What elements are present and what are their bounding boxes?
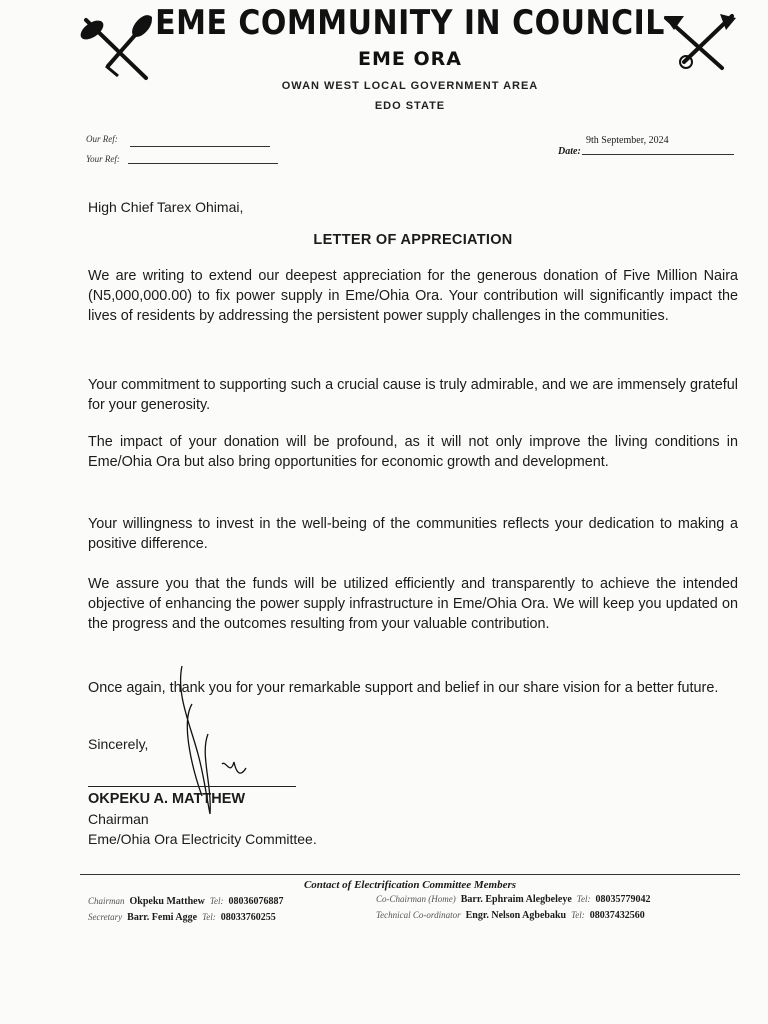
paragraph-thanks: Once again, thank you for your remarkable support and belief in our share vision for a better future. xyxy=(88,680,719,696)
paragraph-assurance: We assure you that the funds will be utilized efficiently and transparently to achieve the intended objective of enhancing the power supply infrastructure in Eme/Ohia Ora. We will keep you updated on the progress and the outcomes resulting from your valuable contribution. xyxy=(88,576,738,632)
your-ref-label: Your Ref: xyxy=(86,154,120,164)
signer-organization: Eme/Ohia Ora Electricity Committee. xyxy=(88,831,317,847)
your-ref-line xyxy=(128,163,278,164)
state-name: EDO STATE xyxy=(374,100,446,112)
date-label: Date: xyxy=(558,146,581,157)
footer-title: Contact of Electrification Committee Members xyxy=(303,879,517,891)
our-ref-line xyxy=(130,146,270,147)
contact-item xyxy=(376,910,645,921)
salutation: High Chief Tarex Ohimai, xyxy=(88,199,244,215)
contact-item xyxy=(88,912,276,923)
letter-title: LETTER OF APPRECIATION xyxy=(313,232,513,248)
contact-role: Co-Chairman (Home) xyxy=(376,894,456,904)
contact-role: Chairman xyxy=(88,896,125,906)
tel-label: Tel: xyxy=(571,910,585,920)
contact-phone: 08033760255 xyxy=(220,912,276,923)
lga-name: OWAN WEST LOCAL GOVERNMENT AREA xyxy=(281,80,539,92)
paragraph-impact: The impact of your donation will be profound, as it will not only improve the living conditions in Eme/Ohia Ora but also bring opportunities for economic growth and development. xyxy=(88,434,738,470)
contact-item xyxy=(88,896,283,907)
contact-phone: 08036076887 xyxy=(228,896,284,907)
letter-date: 9th September, 2024 xyxy=(586,135,669,146)
contact-name: Barr. Femi Agge xyxy=(127,912,198,923)
crossed-paddles-icon xyxy=(78,10,158,84)
signer-name: OKPEKU A. MATTHEW xyxy=(88,791,246,807)
footer-rule xyxy=(80,874,740,875)
contact-name: Barr. Ephraim Alegbeleye xyxy=(460,894,572,905)
closing: Sincerely, xyxy=(88,736,149,752)
tel-label: Tel: xyxy=(576,894,591,904)
contact-role: Secretary xyxy=(88,912,123,922)
contact-phone: 08035779042 xyxy=(595,894,651,905)
paragraph-commitment: Your commitment to supporting such a crucial cause is truly admirable, and we are immensely grateful for your generosity. xyxy=(88,377,738,413)
signer-role: Chairman xyxy=(88,811,149,827)
contact-item xyxy=(376,894,650,905)
paragraph-willingness: Your willingness to invest in the well-being of the communities reflects your dedication to making a positive difference. xyxy=(88,516,738,552)
tel-label: Tel: xyxy=(202,912,216,922)
our-ref-label: Our Ref: xyxy=(86,134,118,144)
paragraph-donation: We are writing to extend our deepest appreciation for the generous donation of Five Million Naira (N5,000,000.00) to fix power supply in Eme/Ohia Ora. Your contribution will significantly impact the lives of residents by addressing the persistent power supply challenges in the communities. xyxy=(88,268,738,324)
council-name: EME COMMUNITY IN COUNCIL xyxy=(155,4,665,44)
contact-role: Technical Co-ordinator xyxy=(376,910,461,920)
community-name: EME ORA xyxy=(358,48,462,70)
date-line xyxy=(582,154,734,155)
contact-phone: 08037432560 xyxy=(589,910,645,921)
contact-name: Engr. Nelson Agbebaku xyxy=(465,910,567,921)
contact-name: Okpeku Matthew xyxy=(129,896,205,907)
signature-line xyxy=(88,786,296,787)
crossed-paddles-icon xyxy=(662,12,738,76)
tel-label: Tel: xyxy=(209,896,224,906)
